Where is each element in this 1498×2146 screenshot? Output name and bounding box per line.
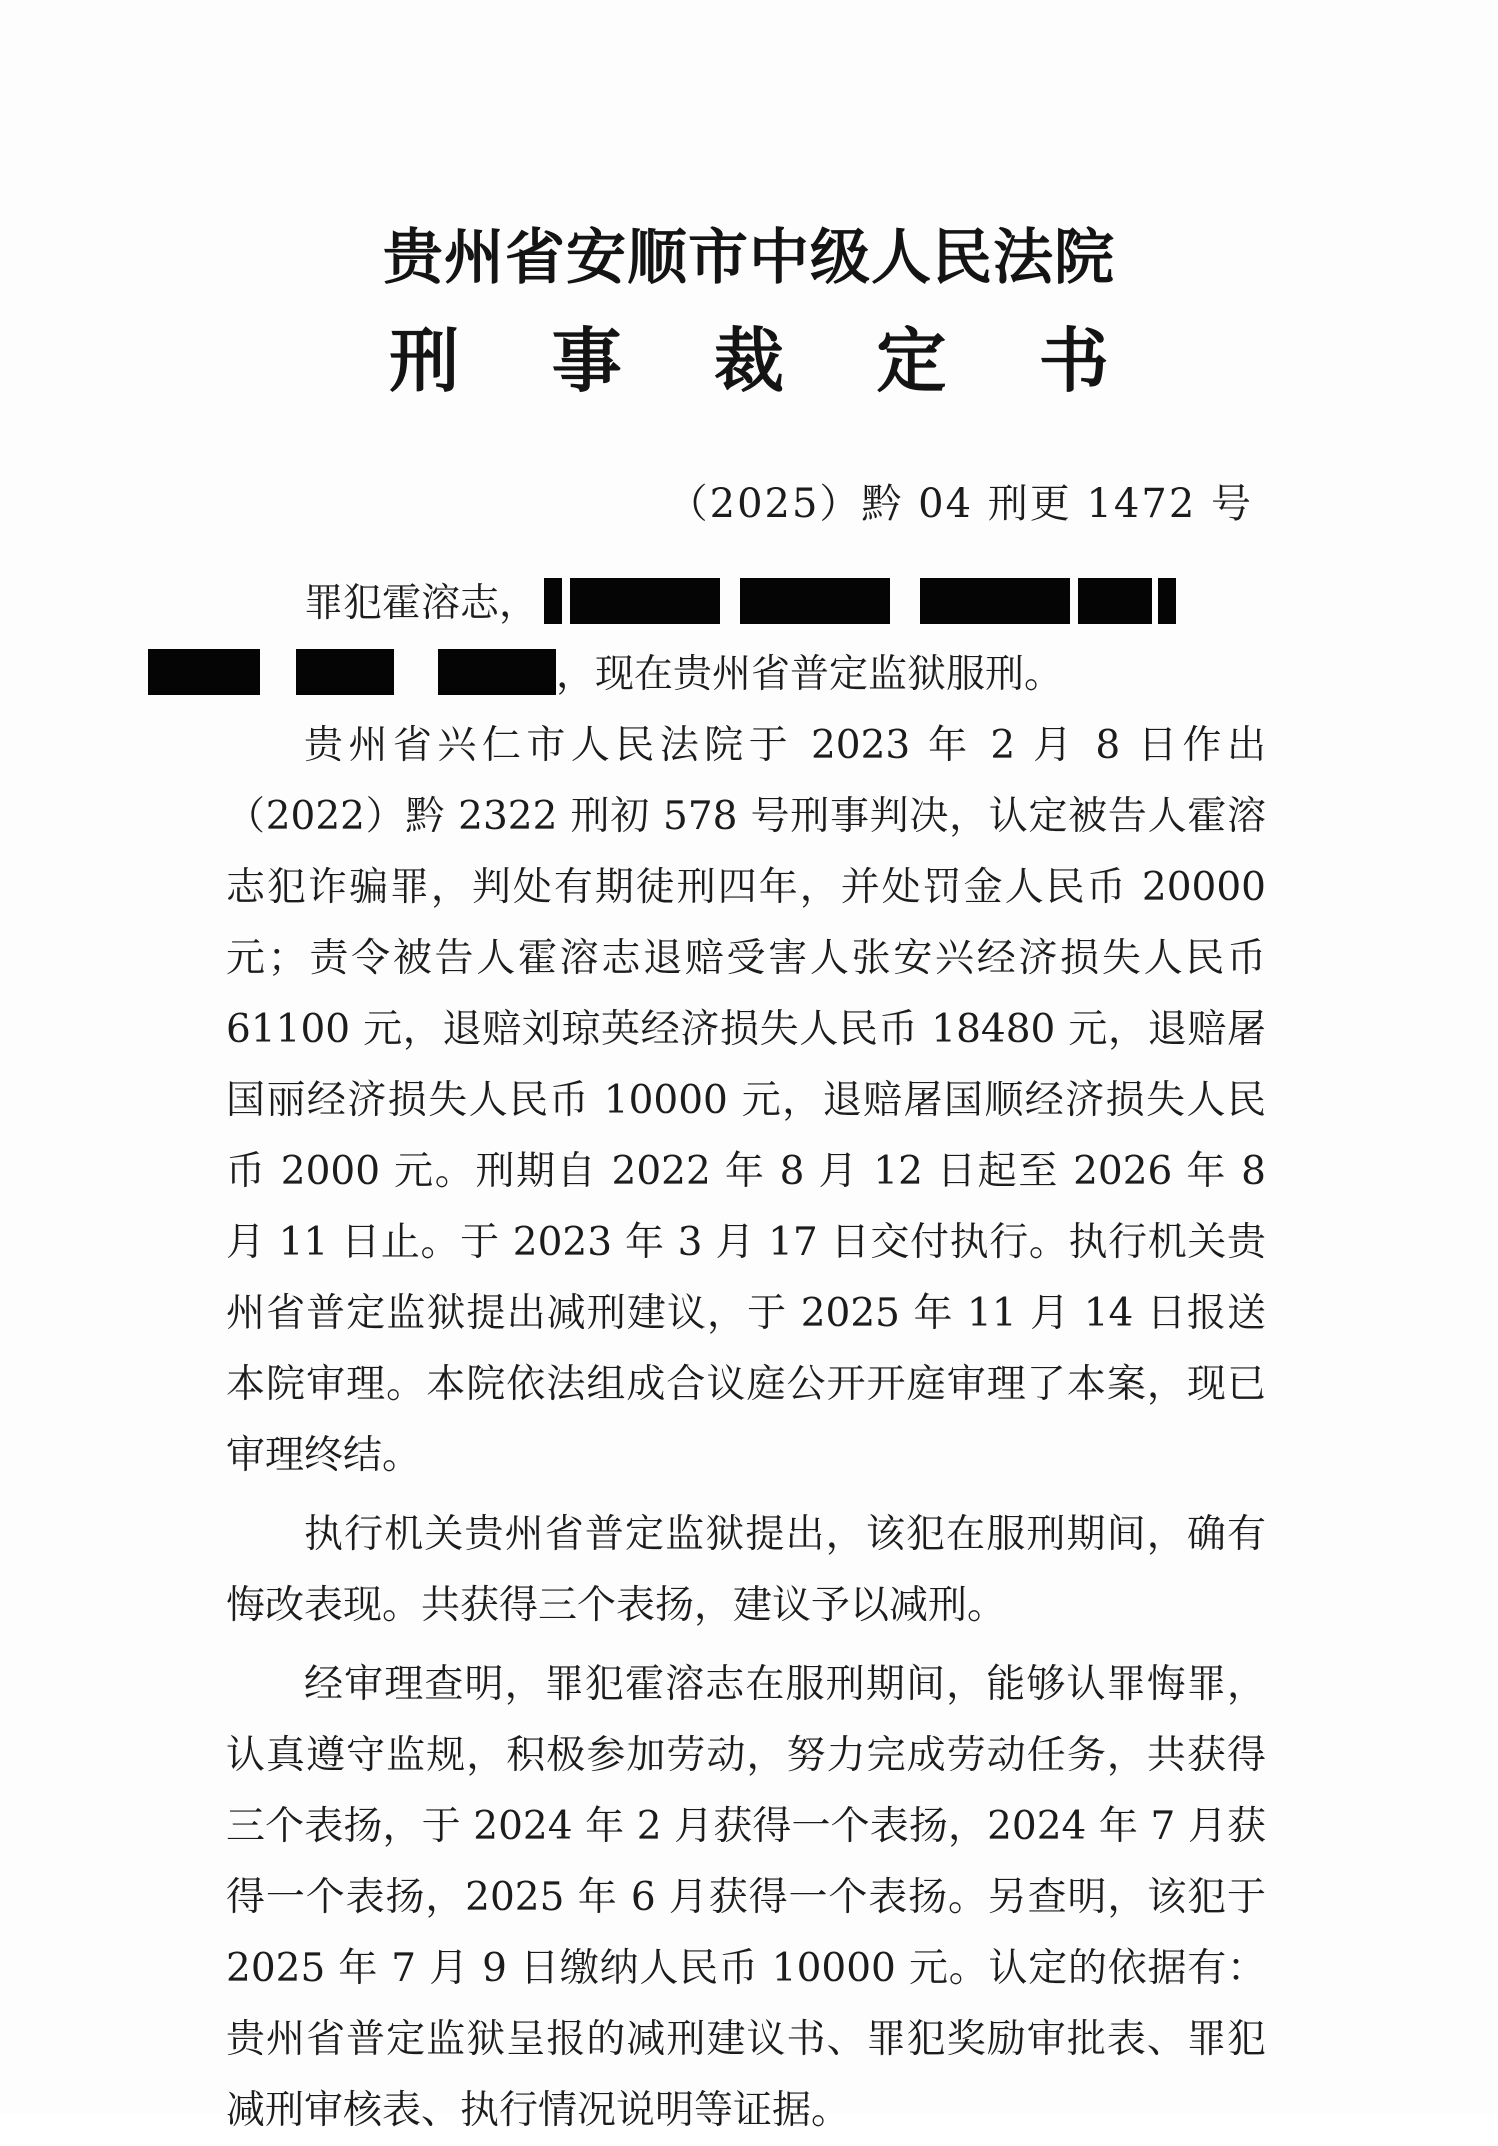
redaction-block	[148, 649, 260, 695]
defendant-name-prefix: 罪犯霍溶志，	[304, 581, 539, 626]
redaction-block	[1158, 578, 1176, 624]
paragraph-prison-proposal: 执行机关贵州省普定监狱提出，该犯在服刑期间，确有悔改表现。共获得三个表扬，建议予以减刑。	[226, 1512, 1266, 1628]
paragraph-court-findings: 经审理查明，罪犯霍溶志在服刑期间，能够认罪悔罪，认真遵守监规，积极参加劳动，努力完成劳动任务，共获得三个表扬，于 2024 年 2 月获得一个表扬，2024 年 7 月获得一个表扬，2025 年 6 月获得一个表扬。另查明，该犯于 2025 年 7 月 9 日缴纳人民币 10000 元。认定的依据有：贵州省普定监狱呈报的减刑建议书、罪犯奖励审批表、罪犯减刑审核表、执行情况说明等证据。	[226, 1662, 1266, 2133]
redaction-block	[740, 578, 890, 624]
redaction-block	[1078, 578, 1152, 624]
redaction-block	[920, 578, 1070, 624]
paragraph-original-judgment: 贵州省兴仁市人民法院于 2023 年 2 月 8 日作出（2022）黔 2322 刑初 578 号刑事判决，认定被告人霍溶志犯诈骗罪，判处有期徒刑四年，并处罚金人民币 20000 元；责令被告人霍溶志退赔受害人张安兴经济损失人民币 61100 元，退赔刘琼英经济损失人民币 18480 元，退赔屠国丽经济损失人民币 10000 元，退赔屠国顺经济损失人民币 2000 元。刑期自 2022 年 8 月 12 日起至 2026 年 8 月 11 日止。于 2023 年 3 月 17 日交付执行。执行机关贵州省普定监狱提出减刑建议，于 2025 年 11 月 14 日报送本院审理。本院依法组成合议庭公开开庭审理了本案，现已审理终结。	[226, 723, 1266, 1478]
court-name: 贵州省安顺市中级人民法院	[383, 223, 1115, 293]
redaction-block	[544, 578, 562, 624]
document-body	[226, 568, 1266, 2146]
case-number: （2025）黔 04 刑更 1472 号	[667, 481, 1253, 527]
redaction-block	[296, 649, 394, 695]
document-title: 刑 事 裁 定 书	[389, 319, 1143, 402]
custody-location-text: ，现在贵州省普定监狱服刑。	[556, 652, 1064, 697]
redaction-block	[438, 649, 556, 695]
paragraph-defendant-info	[226, 568, 1266, 710]
redaction-block	[570, 578, 720, 624]
